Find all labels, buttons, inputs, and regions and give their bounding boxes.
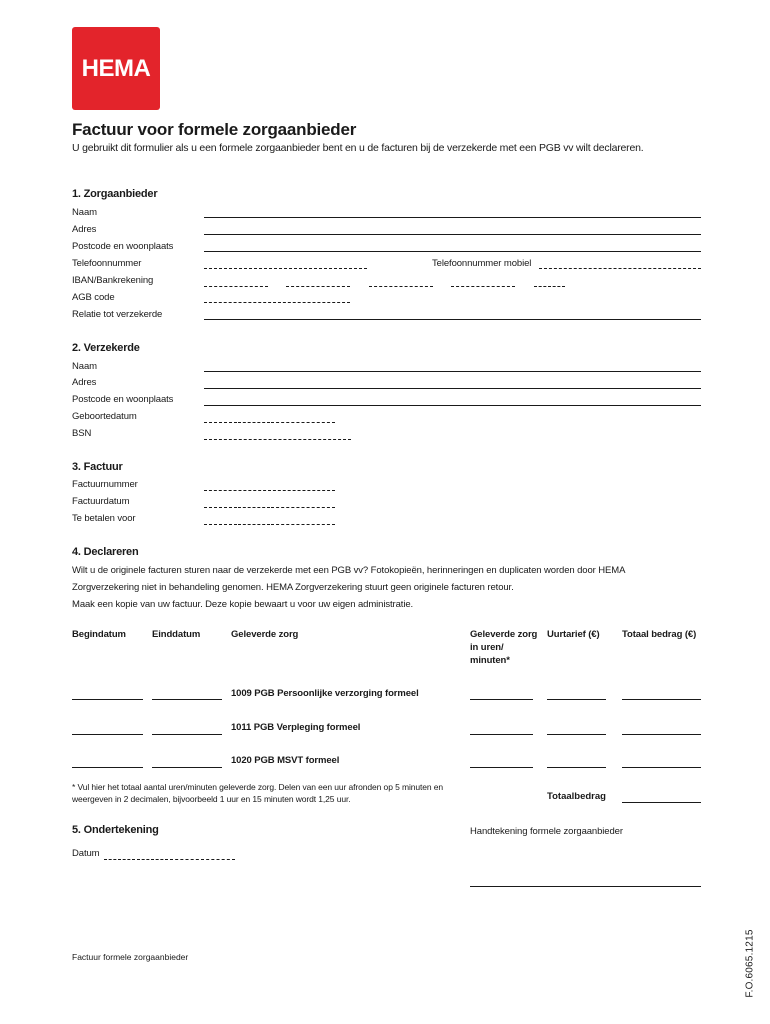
insured-name-label: Naam [72,361,97,372]
provider-name-label: Naam [72,207,97,218]
invoice-date-year-field[interactable] [271,507,335,508]
provider-relation-field[interactable] [204,319,701,320]
provider-address-label: Adres [72,224,97,235]
row2-rate-field[interactable] [547,734,606,735]
declare-paragraph-2: Maak een kopie van uw factuur. Deze kopie bewaart u voor uw eigen administratie. [72,599,414,610]
iban-field-1[interactable] [204,286,268,287]
insured-postcode-label: Postcode en woonplaats [72,394,174,405]
logo-text: HEMA [81,54,151,82]
insured-bsn-field[interactable] [204,439,351,440]
insured-postcode-field[interactable] [204,405,701,406]
invoice-number-label: Factuurnummer [72,479,138,490]
provider-relation-label: Relatie tot verzekerde [72,309,163,320]
intro-text: U gebruikt dit formulier als u een formele zorgaanbieder bent en u de facturen bij de verzekerde met een PGB vv wilt declareren. [72,142,644,154]
row2-start-date-field[interactable] [72,734,143,735]
birthdate-year-field[interactable] [271,422,335,423]
signature-label: Handtekening formele zorgaanbieder [470,826,623,837]
header-hours: Geleverde zorg in uren/ minuten* [470,629,538,666]
insured-address-field[interactable] [204,388,701,389]
page-title: Factuur voor formele zorgaanbieder [72,120,357,139]
iban-field-3[interactable] [369,286,433,287]
insured-address-label: Adres [72,377,97,388]
signature-date-label: Datum [72,848,100,859]
provider-address-field[interactable] [204,234,701,235]
provider-iban-label: IBAN/Bankrekening [72,275,154,286]
hours-footnote: * Vul hier het totaal aantal uren/minuten geleverde zorg. Delen van een uur afronden op 5 minuten en weergeven in 2 decimalen, bijvoorbeeld 1 uur en 15 minuten wordt 1,25 uur. [72,782,444,804]
signature-date-year-field[interactable] [170,859,235,860]
row2-hours-field[interactable] [470,734,533,735]
signature-date-day-field[interactable] [104,859,135,860]
iban-field-4[interactable] [451,286,515,287]
due-date-day-field[interactable] [204,524,237,525]
due-date-year-field[interactable] [271,524,335,525]
hema-logo [72,27,160,110]
row2-end-date-field[interactable] [152,734,222,735]
insured-birthdate-label: Geboortedatum [72,411,137,422]
row1-rate-field[interactable] [547,699,606,700]
due-date-label: Te betalen voor [72,513,136,524]
row3-end-date-field[interactable] [152,767,222,768]
provider-postcode-label: Postcode en woonplaats [72,241,174,252]
invoice-date-label: Factuurdatum [72,496,130,507]
page-footer: Factuur formele zorgaanbieder [72,952,189,962]
row2-total-field[interactable] [622,734,701,735]
row3-care-type: 1020 PGB MSVT formeel [231,755,340,766]
section-3-title: 3. Factuur [72,461,123,473]
provider-agb-field[interactable] [204,302,350,303]
row1-start-date-field[interactable] [72,699,143,700]
row1-total-field[interactable] [622,699,701,700]
row2-care-type: 1011 PGB Verpleging formeel [231,722,361,733]
section-5-title: 5. Ondertekening [72,824,159,836]
header-totaal-bedrag: Totaal bedrag (€) [622,629,697,640]
row1-end-date-field[interactable] [152,699,222,700]
header-uurtarief: Uurtarief (€) [547,629,600,640]
section-2-title: 2. Verzekerde [72,342,140,354]
invoice-number-field[interactable] [204,490,335,491]
total-amount-label: Totaalbedrag [547,791,606,802]
iban-field-5[interactable] [534,286,565,287]
provider-mobile-field[interactable] [539,268,701,269]
provider-phone-field[interactable] [204,268,367,269]
form-code: F.O.6065.1215 [744,929,756,998]
invoice-date-day-field[interactable] [204,507,237,508]
provider-mobile-label: Telefoonnummer mobiel [432,258,532,269]
insured-bsn-label: BSN [72,428,92,439]
insured-name-field[interactable] [204,371,701,372]
row3-rate-field[interactable] [547,767,606,768]
header-begindatum: Begindatum [72,629,126,640]
provider-postcode-field[interactable] [204,251,701,252]
row3-hours-field[interactable] [470,767,533,768]
signature-date-month-field[interactable] [137,859,168,860]
iban-field-2[interactable] [286,286,350,287]
total-amount-field[interactable] [622,802,701,803]
section-1-title: 1. Zorgaanbieder [72,188,158,200]
signature-field[interactable] [470,886,701,887]
header-einddatum: Einddatum [152,629,201,640]
provider-name-field[interactable] [204,217,701,218]
header-geleverde-zorg: Geleverde zorg [231,629,299,640]
due-date-month-field[interactable] [238,524,270,525]
birthdate-day-field[interactable] [204,422,237,423]
section-4-title: 4. Declareren [72,546,139,558]
provider-phone-label: Telefoonnummer [72,258,142,269]
provider-agb-label: AGB code [72,292,115,303]
invoice-date-month-field[interactable] [238,507,270,508]
declare-paragraph-1: Wilt u de originele facturen sturen naar de verzekerde met een PGB vv? Fotokopieën, herinneringen en duplicaten worden door HEMA Zorgverzekering niet in behandeling genomen. HEMA Zorgverzekering stuurt geen originele facturen retour. [72,565,625,593]
row3-start-date-field[interactable] [72,767,143,768]
row1-hours-field[interactable] [470,699,533,700]
row1-care-type: 1009 PGB Persoonlijke verzorging formeel [231,688,419,699]
birthdate-month-field[interactable] [238,422,270,423]
row3-total-field[interactable] [622,767,701,768]
